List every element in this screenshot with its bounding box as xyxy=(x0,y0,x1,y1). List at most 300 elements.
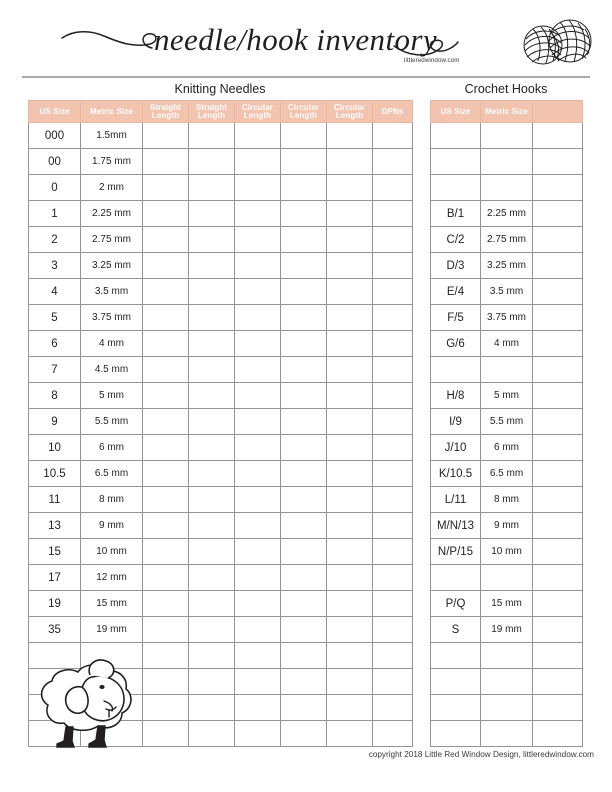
cell-writable[interactable] xyxy=(373,591,413,617)
cell-writable[interactable] xyxy=(327,331,373,357)
table-row[interactable] xyxy=(29,305,413,331)
crochet-hooks-table[interactable] xyxy=(430,100,583,747)
cell-writable[interactable] xyxy=(281,149,327,175)
cell-writable[interactable] xyxy=(189,721,235,747)
cell-writable[interactable] xyxy=(373,643,413,669)
table-row[interactable] xyxy=(431,331,583,357)
cell-metric-size: 1.75 mm xyxy=(81,149,143,175)
cell-metric-size xyxy=(81,721,143,747)
cell-us-size xyxy=(431,669,481,695)
cell-writable[interactable] xyxy=(143,123,189,149)
cell-writable[interactable] xyxy=(143,513,189,539)
table-row[interactable] xyxy=(29,383,413,409)
cell-writable[interactable] xyxy=(143,149,189,175)
cell-us-size: 9 xyxy=(29,409,81,435)
cell-writable[interactable] xyxy=(235,565,281,591)
cell-us-size: F/5 xyxy=(431,305,481,331)
cell-us-size: 15 xyxy=(29,539,81,565)
table-row[interactable] xyxy=(29,643,413,669)
table-row[interactable] xyxy=(29,461,413,487)
table-row[interactable] xyxy=(431,643,583,669)
cell-writable[interactable] xyxy=(189,175,235,201)
knitting-needles-table[interactable] xyxy=(28,100,413,747)
cell-metric-size xyxy=(481,357,533,383)
cell-metric-size: 15 mm xyxy=(481,591,533,617)
cell-writable[interactable] xyxy=(235,383,281,409)
cell-writable[interactable] xyxy=(281,695,327,721)
table-row[interactable] xyxy=(29,123,413,149)
table-row[interactable] xyxy=(431,279,583,305)
cell-writable[interactable] xyxy=(327,695,373,721)
cell-writable[interactable] xyxy=(281,175,327,201)
table-row[interactable] xyxy=(29,227,413,253)
cell-writable[interactable] xyxy=(373,617,413,643)
cell-us-size: 5 xyxy=(29,305,81,331)
cell-metric-size: 4 mm xyxy=(81,331,143,357)
cell-writable[interactable] xyxy=(143,331,189,357)
cell-writable[interactable] xyxy=(327,461,373,487)
cell-us-size: L/11 xyxy=(431,487,481,513)
cell-writable[interactable] xyxy=(327,227,373,253)
cell-writable[interactable] xyxy=(143,435,189,461)
cell-metric-size: 2.75 mm xyxy=(81,227,143,253)
cell-writable[interactable] xyxy=(235,357,281,383)
cell-writable[interactable] xyxy=(373,695,413,721)
cell-metric-size: 6.5 mm xyxy=(481,461,533,487)
col-header-circular-length-3: Circular Length xyxy=(327,101,373,123)
cell-writable[interactable] xyxy=(235,279,281,305)
cell-writable[interactable] xyxy=(235,331,281,357)
table-row[interactable] xyxy=(29,487,413,513)
cell-us-size xyxy=(29,695,81,721)
col-header-straight-length-1: Straight Length xyxy=(143,101,189,123)
cell-writable[interactable] xyxy=(281,721,327,747)
cell-writable[interactable] xyxy=(373,305,413,331)
cell-writable[interactable] xyxy=(143,175,189,201)
cell-writable[interactable] xyxy=(327,149,373,175)
col-header-circular-length-1: Circular Length xyxy=(235,101,281,123)
cell-writable[interactable] xyxy=(189,227,235,253)
table-row[interactable] xyxy=(29,175,413,201)
cell-writable[interactable] xyxy=(533,539,583,565)
table-row[interactable] xyxy=(431,305,583,331)
cell-metric-size: 5.5 mm xyxy=(81,409,143,435)
cell-writable[interactable] xyxy=(281,617,327,643)
cell-writable[interactable] xyxy=(373,669,413,695)
knitting-header-row xyxy=(29,101,413,123)
cell-writable[interactable] xyxy=(281,435,327,461)
cell-writable[interactable] xyxy=(533,409,583,435)
cell-us-size: 8 xyxy=(29,383,81,409)
table-row[interactable] xyxy=(29,357,413,383)
cell-writable[interactable] xyxy=(281,331,327,357)
cell-metric-size xyxy=(481,149,533,175)
cell-writable[interactable] xyxy=(189,357,235,383)
table-row[interactable] xyxy=(431,357,583,383)
cell-us-size: 6 xyxy=(29,331,81,357)
header-divider xyxy=(22,76,590,78)
table-row[interactable] xyxy=(29,253,413,279)
cell-writable[interactable] xyxy=(533,305,583,331)
cell-writable[interactable] xyxy=(143,253,189,279)
table-row[interactable] xyxy=(29,149,413,175)
cell-writable[interactable] xyxy=(189,149,235,175)
cell-writable[interactable] xyxy=(533,357,583,383)
cell-writable[interactable] xyxy=(327,123,373,149)
cell-writable[interactable] xyxy=(235,253,281,279)
yarn-balls-icon xyxy=(516,14,594,70)
cell-writable[interactable] xyxy=(189,305,235,331)
cell-writable[interactable] xyxy=(143,409,189,435)
cell-us-size: 1 xyxy=(29,201,81,227)
cell-writable[interactable] xyxy=(143,383,189,409)
cell-writable[interactable] xyxy=(189,565,235,591)
cell-writable[interactable] xyxy=(281,565,327,591)
cell-metric-size xyxy=(481,175,533,201)
cell-writable[interactable] xyxy=(235,513,281,539)
cell-writable[interactable] xyxy=(373,175,413,201)
cell-writable[interactable] xyxy=(189,539,235,565)
cell-writable[interactable] xyxy=(281,539,327,565)
cell-writable[interactable] xyxy=(373,721,413,747)
cell-us-size xyxy=(431,149,481,175)
cell-us-size: 000 xyxy=(29,123,81,149)
cell-writable[interactable] xyxy=(327,721,373,747)
cell-writable[interactable] xyxy=(235,227,281,253)
cell-metric-size: 4 mm xyxy=(481,331,533,357)
cell-writable[interactable] xyxy=(235,539,281,565)
table-row[interactable] xyxy=(431,201,583,227)
cell-writable[interactable] xyxy=(327,565,373,591)
cell-writable[interactable] xyxy=(327,253,373,279)
cell-writable[interactable] xyxy=(373,435,413,461)
cell-writable[interactable] xyxy=(327,591,373,617)
cell-metric-size: 19 mm xyxy=(81,617,143,643)
cell-us-size: K/10.5 xyxy=(431,461,481,487)
cell-writable[interactable] xyxy=(143,669,189,695)
cell-writable[interactable] xyxy=(143,201,189,227)
table-row[interactable] xyxy=(431,513,583,539)
cell-writable[interactable] xyxy=(533,643,583,669)
cell-writable[interactable] xyxy=(235,617,281,643)
cell-writable[interactable] xyxy=(533,617,583,643)
cell-metric-size: 2 mm xyxy=(81,175,143,201)
table-row[interactable] xyxy=(431,149,583,175)
table-row[interactable] xyxy=(431,669,583,695)
cell-writable[interactable] xyxy=(533,695,583,721)
cell-writable[interactable] xyxy=(533,513,583,539)
cell-writable[interactable] xyxy=(189,383,235,409)
table-row[interactable] xyxy=(431,539,583,565)
cell-writable[interactable] xyxy=(373,253,413,279)
cell-writable[interactable] xyxy=(235,175,281,201)
cell-us-size: 0 xyxy=(29,175,81,201)
cell-writable[interactable] xyxy=(373,539,413,565)
cell-writable[interactable] xyxy=(189,409,235,435)
svg-text:needle/hook inventory: needle/hook inventory xyxy=(154,22,437,57)
cell-writable[interactable] xyxy=(533,253,583,279)
cell-writable[interactable] xyxy=(327,383,373,409)
cell-writable[interactable] xyxy=(373,487,413,513)
cell-writable[interactable] xyxy=(533,591,583,617)
cell-us-size: B/1 xyxy=(431,201,481,227)
cell-writable[interactable] xyxy=(373,461,413,487)
cell-metric-size: 12 mm xyxy=(81,565,143,591)
cell-us-size xyxy=(431,643,481,669)
cell-writable[interactable] xyxy=(235,149,281,175)
cell-metric-size: 3.25 mm xyxy=(481,253,533,279)
cell-writable[interactable] xyxy=(143,539,189,565)
cell-writable[interactable] xyxy=(533,669,583,695)
cell-writable[interactable] xyxy=(327,669,373,695)
cell-metric-size: 15 mm xyxy=(81,591,143,617)
table-row[interactable] xyxy=(431,487,583,513)
cell-writable[interactable] xyxy=(281,461,327,487)
table-row[interactable] xyxy=(431,227,583,253)
table-row[interactable] xyxy=(29,539,413,565)
cell-us-size: 7 xyxy=(29,357,81,383)
cell-writable[interactable] xyxy=(327,357,373,383)
table-row[interactable] xyxy=(431,435,583,461)
cell-writable[interactable] xyxy=(327,305,373,331)
table-row[interactable] xyxy=(431,461,583,487)
cell-us-size: P/Q xyxy=(431,591,481,617)
cell-writable[interactable] xyxy=(327,487,373,513)
cell-writable[interactable] xyxy=(281,305,327,331)
cell-writable[interactable] xyxy=(189,253,235,279)
cell-metric-size: 3.75 mm xyxy=(81,305,143,331)
cell-writable[interactable] xyxy=(143,591,189,617)
page-header xyxy=(0,0,612,72)
table-row[interactable] xyxy=(29,591,413,617)
table-row[interactable] xyxy=(29,695,413,721)
cell-writable[interactable] xyxy=(533,123,583,149)
cell-writable[interactable] xyxy=(533,175,583,201)
table-row[interactable] xyxy=(29,201,413,227)
cell-writable[interactable] xyxy=(281,357,327,383)
cell-writable[interactable] xyxy=(533,721,583,747)
cell-writable[interactable] xyxy=(373,123,413,149)
cell-metric-size: 9 mm xyxy=(81,513,143,539)
cell-metric-size: 6.5 mm xyxy=(81,461,143,487)
cell-writable[interactable] xyxy=(373,357,413,383)
cell-writable[interactable] xyxy=(281,409,327,435)
cell-metric-size: 10 mm xyxy=(81,539,143,565)
cell-writable[interactable] xyxy=(143,617,189,643)
cell-us-size xyxy=(431,565,481,591)
cell-writable[interactable] xyxy=(235,123,281,149)
cell-writable[interactable] xyxy=(533,383,583,409)
cell-writable[interactable] xyxy=(373,227,413,253)
cell-metric-size: 8 mm xyxy=(81,487,143,513)
cell-writable[interactable] xyxy=(189,513,235,539)
cell-writable[interactable] xyxy=(189,331,235,357)
cell-writable[interactable] xyxy=(281,253,327,279)
cell-metric-size: 5.5 mm xyxy=(481,409,533,435)
cell-writable[interactable] xyxy=(533,461,583,487)
cell-writable[interactable] xyxy=(235,409,281,435)
cell-writable[interactable] xyxy=(143,721,189,747)
table-row[interactable] xyxy=(29,409,413,435)
cell-writable[interactable] xyxy=(281,513,327,539)
cell-writable[interactable] xyxy=(189,279,235,305)
cell-writable[interactable] xyxy=(281,279,327,305)
cell-writable[interactable] xyxy=(373,331,413,357)
col-header-circular-length-2: Circular Length xyxy=(281,101,327,123)
cell-writable[interactable] xyxy=(235,461,281,487)
cell-writable[interactable] xyxy=(189,617,235,643)
cell-writable[interactable] xyxy=(373,513,413,539)
table-row[interactable] xyxy=(431,175,583,201)
cell-metric-size: 3.5 mm xyxy=(81,279,143,305)
cell-writable[interactable] xyxy=(281,227,327,253)
table-row[interactable] xyxy=(431,721,583,747)
cell-writable[interactable] xyxy=(143,357,189,383)
table-row[interactable] xyxy=(431,695,583,721)
cell-us-size xyxy=(431,721,481,747)
cell-metric-size xyxy=(481,721,533,747)
cell-writable[interactable] xyxy=(235,643,281,669)
cell-writable[interactable] xyxy=(327,409,373,435)
table-row[interactable] xyxy=(29,513,413,539)
cell-writable[interactable] xyxy=(143,227,189,253)
cell-us-size xyxy=(431,175,481,201)
col-header-metric-size: Metric Size xyxy=(481,101,533,123)
cell-writable[interactable] xyxy=(373,565,413,591)
cell-us-size xyxy=(29,643,81,669)
cell-writable[interactable] xyxy=(327,279,373,305)
cell-writable[interactable] xyxy=(373,201,413,227)
cell-writable[interactable] xyxy=(533,201,583,227)
cell-writable[interactable] xyxy=(143,279,189,305)
cell-writable[interactable] xyxy=(327,435,373,461)
table-row[interactable] xyxy=(29,435,413,461)
cell-writable[interactable] xyxy=(189,487,235,513)
col-header-us-size: US Size xyxy=(431,101,481,123)
cell-writable[interactable] xyxy=(281,643,327,669)
cell-us-size xyxy=(29,669,81,695)
cell-writable[interactable] xyxy=(143,695,189,721)
cell-metric-size xyxy=(481,695,533,721)
table-row[interactable] xyxy=(431,383,583,409)
cell-writable[interactable] xyxy=(143,565,189,591)
table-row[interactable] xyxy=(29,669,413,695)
cell-writable[interactable] xyxy=(373,383,413,409)
cell-writable[interactable] xyxy=(235,591,281,617)
cell-metric-size xyxy=(81,695,143,721)
cell-writable[interactable] xyxy=(533,487,583,513)
section-title-crochet: Crochet Hooks xyxy=(464,82,548,96)
cell-writable[interactable] xyxy=(327,513,373,539)
cell-us-size xyxy=(431,357,481,383)
cell-writable[interactable] xyxy=(533,331,583,357)
cell-us-size: S xyxy=(431,617,481,643)
cell-writable[interactable] xyxy=(533,227,583,253)
cell-writable[interactable] xyxy=(235,201,281,227)
cell-writable[interactable] xyxy=(373,279,413,305)
cell-writable[interactable] xyxy=(281,123,327,149)
cell-writable[interactable] xyxy=(189,695,235,721)
cell-metric-size: 19 mm xyxy=(481,617,533,643)
cell-writable[interactable] xyxy=(533,435,583,461)
table-row[interactable] xyxy=(431,409,583,435)
cell-writable[interactable] xyxy=(235,435,281,461)
cell-writable[interactable] xyxy=(189,461,235,487)
table-row[interactable] xyxy=(431,565,583,591)
cell-metric-size: 5 mm xyxy=(81,383,143,409)
cell-writable[interactable] xyxy=(327,643,373,669)
cell-writable[interactable] xyxy=(143,305,189,331)
cell-us-size: N/P/15 xyxy=(431,539,481,565)
cell-metric-size: 6 mm xyxy=(481,435,533,461)
table-row[interactable] xyxy=(431,253,583,279)
table-row[interactable] xyxy=(431,591,583,617)
cell-writable[interactable] xyxy=(189,591,235,617)
cell-writable[interactable] xyxy=(143,461,189,487)
cell-writable[interactable] xyxy=(189,435,235,461)
table-row[interactable] xyxy=(29,331,413,357)
cell-metric-size: 3.75 mm xyxy=(481,305,533,331)
cell-metric-size xyxy=(481,123,533,149)
cell-writable[interactable] xyxy=(281,383,327,409)
col-header-dpns: DPNs xyxy=(373,101,413,123)
table-row[interactable] xyxy=(29,617,413,643)
cell-us-size: 19 xyxy=(29,591,81,617)
cell-us-size: 17 xyxy=(29,565,81,591)
cell-writable[interactable] xyxy=(281,591,327,617)
cell-writable[interactable] xyxy=(533,279,583,305)
cell-writable[interactable] xyxy=(235,721,281,747)
cell-writable[interactable] xyxy=(143,487,189,513)
cell-writable[interactable] xyxy=(327,617,373,643)
cell-writable[interactable] xyxy=(327,201,373,227)
cell-metric-size: 4.5 mm xyxy=(81,357,143,383)
cell-writable[interactable] xyxy=(327,175,373,201)
cell-writable[interactable] xyxy=(189,669,235,695)
cell-metric-size: 3.25 mm xyxy=(81,253,143,279)
cell-writable[interactable] xyxy=(143,643,189,669)
table-row[interactable] xyxy=(29,565,413,591)
cell-metric-size: 2.25 mm xyxy=(81,201,143,227)
cell-writable[interactable] xyxy=(533,149,583,175)
cell-writable[interactable] xyxy=(281,669,327,695)
cell-writable[interactable] xyxy=(235,669,281,695)
cell-metric-size: 5 mm xyxy=(481,383,533,409)
cell-writable[interactable] xyxy=(281,487,327,513)
table-row[interactable] xyxy=(431,123,583,149)
table-row[interactable] xyxy=(431,617,583,643)
cell-writable[interactable] xyxy=(373,409,413,435)
cell-us-size: 3 xyxy=(29,253,81,279)
cell-us-size: D/3 xyxy=(431,253,481,279)
table-row[interactable] xyxy=(29,721,413,747)
table-row[interactable] xyxy=(29,279,413,305)
page-title xyxy=(60,16,460,64)
cell-writable[interactable] xyxy=(373,149,413,175)
cell-writable[interactable] xyxy=(281,201,327,227)
cell-writable[interactable] xyxy=(327,539,373,565)
cell-writable[interactable] xyxy=(189,123,235,149)
cell-writable[interactable] xyxy=(533,565,583,591)
cell-writable[interactable] xyxy=(235,695,281,721)
cell-writable[interactable] xyxy=(235,305,281,331)
cell-metric-size xyxy=(481,669,533,695)
cell-writable[interactable] xyxy=(235,487,281,513)
cell-writable[interactable] xyxy=(189,643,235,669)
cell-writable[interactable] xyxy=(189,201,235,227)
col-header-us-size: US Size xyxy=(29,101,81,123)
cell-metric-size: 2.25 mm xyxy=(481,201,533,227)
